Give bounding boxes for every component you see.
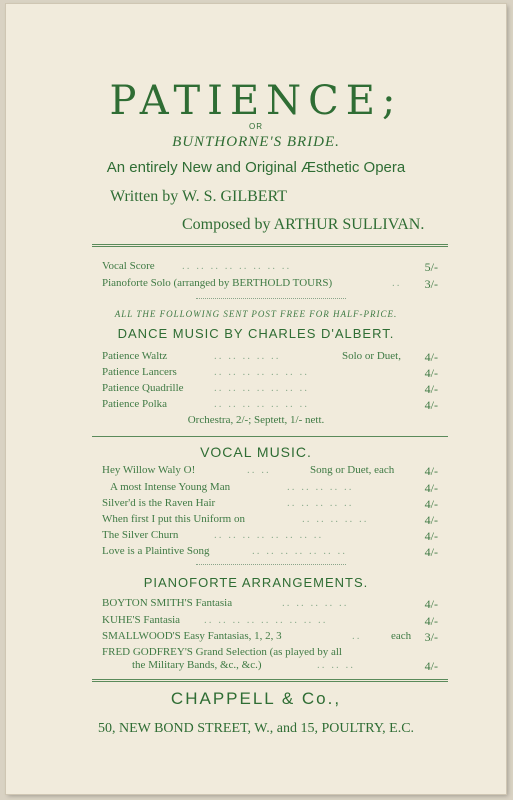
price-row	[102, 646, 438, 660]
item-name: SMALLWOOD'S Easy Fantasias, 1, 2, 3	[102, 630, 282, 642]
orchestra-note: Orchestra, 2/-; Septett, 1/- nett.	[187, 414, 325, 426]
dot-leader: .. .. .. .. .. .. ..	[252, 545, 347, 557]
item-price: 4/-	[424, 597, 438, 611]
item-price: 4/-	[424, 382, 438, 396]
item-name: Patience Polka	[102, 398, 168, 410]
dot-leader: .. .. .. .. .. .. .. ..	[214, 529, 324, 541]
price-row	[102, 659, 438, 673]
item-price: 4/-	[424, 513, 438, 527]
item-name: BOYTON SMITH'S Fantasia	[102, 597, 233, 609]
price-row	[102, 614, 438, 628]
publisher-address: 50, NEW BOND STREET, W., and 15, POULTRY, E.C.	[97, 721, 415, 736]
price-row	[102, 382, 438, 396]
price-row	[102, 464, 438, 478]
price-row	[102, 366, 438, 380]
item-price: 5/-	[424, 260, 438, 274]
item-note: Song or Duet, each	[310, 464, 395, 476]
price-row-pianoforte-solo	[102, 277, 438, 291]
dot-leader: ..	[352, 630, 362, 642]
dot-leader: .. .. .. .. .. .. ..	[214, 398, 309, 410]
item-name: When first I put this Uniform on	[102, 513, 245, 525]
item-name: Silver'd is the Raven Hair	[102, 497, 216, 509]
opera-tagline: An entirely New and Original Æsthetic Opera	[106, 159, 406, 176]
price-row	[102, 513, 438, 527]
price-row	[102, 481, 438, 495]
item-name: Love is a Plaintive Song	[102, 545, 210, 557]
opera-subtitle: BUNTHORNE'S BRIDE.	[172, 134, 340, 150]
opera-title: PATIENCE;	[109, 78, 403, 124]
half-price-notice: ALL THE FOLLOWING SENT POST FREE FOR HALF-PRICE.	[114, 309, 398, 319]
price-row	[102, 630, 438, 644]
item-name: KUHE'S Fantasia	[102, 614, 181, 626]
dot-leader: .. .. .. .. .. .. .. ..	[182, 260, 292, 272]
dot-leader: .. ..	[247, 464, 271, 476]
price-row	[102, 545, 438, 559]
item-price: 4/-	[424, 614, 438, 628]
dot-leader: .. .. .. .. .. .. ..	[214, 382, 309, 394]
price-row-vocal-score	[102, 260, 438, 274]
item-price: 4/-	[424, 481, 438, 495]
price-row	[102, 529, 438, 543]
title-or: OR	[249, 122, 263, 131]
item-name: FRED GODFREY'S Grand Selection (as played by all	[102, 646, 342, 658]
price-row	[102, 398, 438, 412]
item-name: Pianoforte Solo (arranged by BERTHOLD TOURS)	[102, 277, 333, 289]
item-name: The Silver Churn	[102, 529, 179, 541]
dot-leader: .. .. .. .. ..	[214, 350, 281, 362]
item-price: 4/-	[424, 366, 438, 380]
vocal-music-heading: VOCAL MUSIC.	[200, 444, 312, 460]
item-price: 4/-	[424, 398, 438, 412]
item-name: Vocal Score	[102, 260, 155, 272]
divider-dotted	[196, 564, 346, 565]
dot-leader: ..	[392, 277, 402, 289]
item-price: 3/-	[424, 630, 438, 644]
composer-credit: Composed by ARTHUR SULLIVAN.	[182, 216, 425, 233]
dot-leader: .. .. .. .. ..	[282, 597, 349, 609]
publisher-name: CHAPPELL & Co.,	[170, 689, 342, 708]
item-name: Patience Quadrille	[102, 382, 184, 394]
dot-leader: .. .. .. .. ..	[287, 497, 354, 509]
item-price: 4/-	[424, 497, 438, 511]
item-price: 4/-	[424, 350, 438, 364]
item-price: 4/-	[424, 659, 438, 673]
dance-music-heading: DANCE MUSIC BY CHARLES D'ALBERT.	[117, 326, 395, 341]
music-cover-page	[6, 4, 506, 794]
divider-bottom	[92, 679, 448, 682]
dot-leader: .. .. .. .. .. .. .. .. ..	[204, 614, 328, 626]
divider	[92, 436, 448, 437]
dot-leader: .. .. .. .. ..	[287, 481, 354, 493]
item-price: 4/-	[424, 545, 438, 559]
item-name: Patience Lancers	[102, 366, 177, 378]
item-name: Patience Waltz	[102, 350, 168, 362]
item-name: the Military Bands, &c., &c.)	[132, 659, 262, 671]
dot-leader: .. .. .. .. .. .. ..	[214, 366, 309, 378]
divider-top	[92, 244, 448, 247]
dot-leader: .. .. .. .. ..	[302, 513, 369, 525]
item-note: each	[391, 630, 412, 642]
item-price: 3/-	[424, 277, 438, 291]
price-row	[102, 597, 438, 611]
item-note: Solo or Duet,	[342, 350, 401, 362]
item-name: A most Intense Young Man	[110, 481, 231, 493]
dot-leader: .. .. ..	[317, 659, 355, 671]
price-row	[102, 497, 438, 511]
item-price: 4/-	[424, 464, 438, 478]
librettist-credit: Written by W. S. GILBERT	[110, 188, 288, 205]
item-price: 4/-	[424, 529, 438, 543]
pianoforte-heading: PIANOFORTE ARRANGEMENTS.	[143, 575, 369, 590]
item-name: Hey Willow Waly O!	[102, 464, 196, 476]
divider-dotted	[196, 298, 346, 299]
price-row	[102, 350, 438, 364]
